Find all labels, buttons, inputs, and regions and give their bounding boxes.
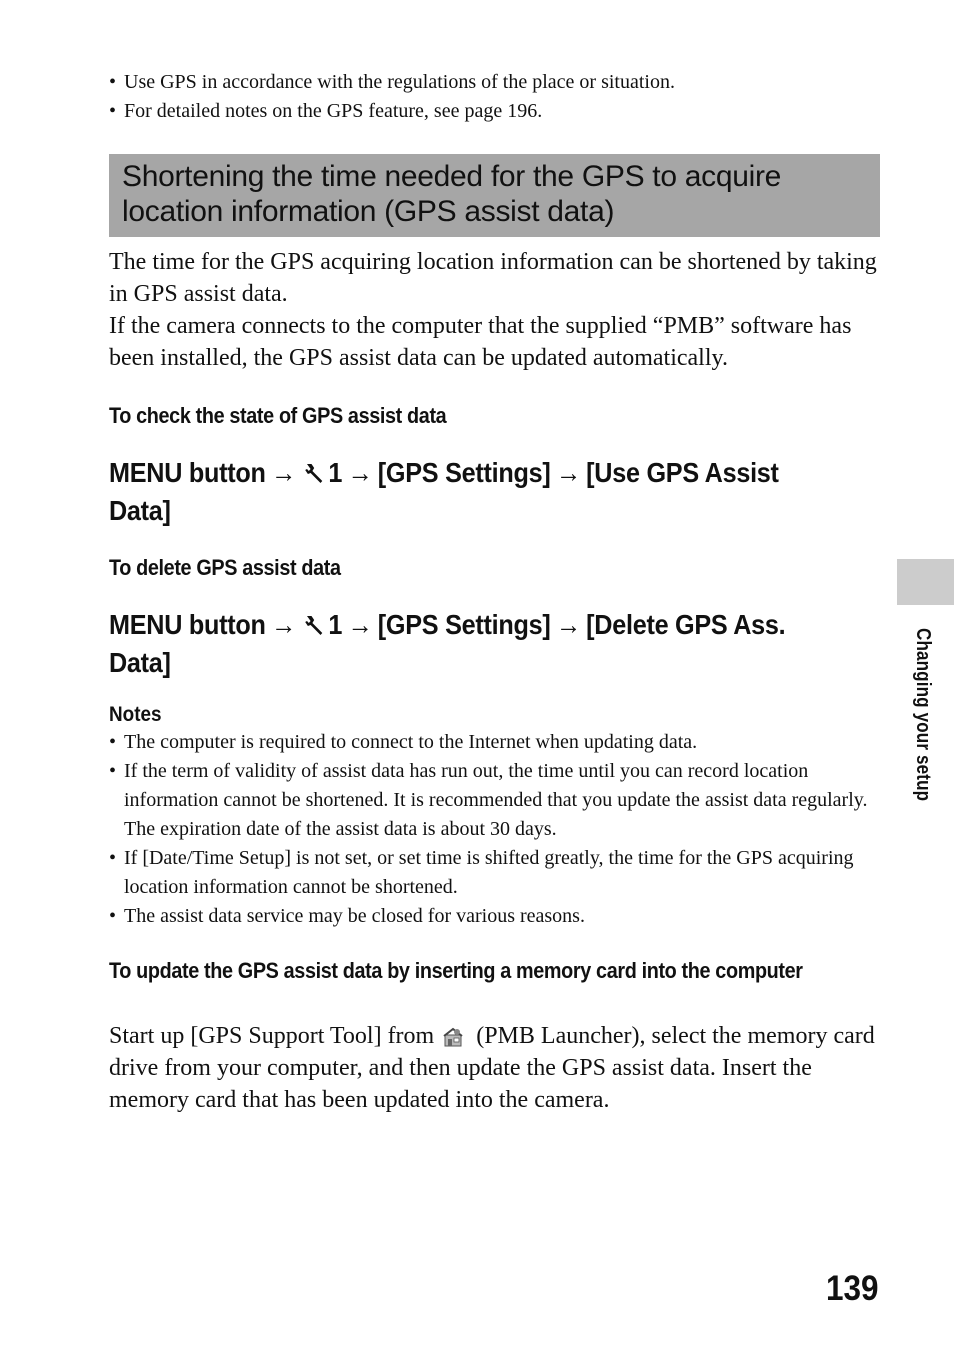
update-body: [109, 1020, 881, 1116]
note-item: • The assist data service may be closed for various reasons.: [109, 902, 869, 931]
bullet-item: • For detailed notes on the GPS feature, see page 196.: [109, 97, 879, 126]
check-heading: To check the state of GPS assist data: [109, 403, 447, 428]
arrow-icon: →: [555, 457, 581, 488]
note-item: • If [Date/Time Setup] is not set, or set time is shifted greatly, the time for the GPS acquiring location information cannot be shortened.: [109, 844, 869, 902]
delete-menu-path: [109, 607, 829, 680]
intro-text: [109, 246, 884, 374]
delete-gps-assist-step: [Delete GPS Ass. Data]: [109, 609, 786, 678]
chapter-side-label-text: Changing your setup: [912, 628, 934, 802]
update-text-start: Start up [GPS Support Tool] from: [109, 1023, 435, 1049]
tab-number: 1: [328, 609, 343, 640]
menu-button-label: MENU button: [109, 609, 266, 640]
wrench-icon: [303, 458, 325, 493]
wrench-icon: [303, 610, 325, 645]
intro-paragraph: If the camera connects to the computer that the supplied “PMB” software has been installed, the GPS assist data can be updated automatically.: [109, 313, 852, 371]
arrow-icon: →: [270, 609, 296, 640]
notes-list: [109, 728, 869, 931]
arrow-icon: →: [270, 457, 296, 488]
section-title-banner: Shortening the time needed for the GPS to acquire location information (GPS assist data): [109, 154, 880, 237]
intro-paragraph: The time for the GPS acquiring location information can be shortened by taking in GPS assist data.: [109, 249, 877, 307]
note-item: • The computer is required to connect to the Internet when updating data.: [109, 728, 869, 757]
tab-number: 1: [328, 457, 343, 488]
page-number: 139: [826, 1269, 879, 1308]
check-menu-path: [109, 455, 829, 528]
arrow-icon: →: [347, 609, 373, 640]
use-gps-assist-step: [Use GPS Assist Data]: [109, 457, 779, 526]
chapter-tab-marker: [897, 559, 954, 605]
top-bullet-list: [109, 68, 879, 126]
note-item: • If the term of validity of assist data has run out, the time until you can record location information cannot be shortened. It is recommended that you update the assist data regularly. The expiration date of the assist data is about 30 days.: [109, 757, 869, 844]
update-text-end: (PMB Launcher), select the memory card drive from your computer, and then update the GPS assist data. Insert the memory card that has been updated into the camera.: [109, 1023, 875, 1113]
update-heading: To update the GPS assist data by inserting a memory card into the computer: [109, 958, 803, 983]
menu-button-label: MENU button: [109, 457, 266, 488]
chapter-side-label: [908, 628, 938, 843]
gps-settings-step: [GPS Settings]: [377, 609, 551, 640]
pmb-launcher-icon: [442, 1025, 466, 1047]
arrow-icon: →: [555, 609, 581, 640]
arrow-icon: →: [347, 457, 373, 488]
notes-title: Notes: [109, 703, 162, 726]
delete-heading: To delete GPS assist data: [109, 555, 341, 580]
bullet-item: • Use GPS in accordance with the regulations of the place or situation.: [109, 68, 879, 97]
gps-settings-step: [GPS Settings]: [377, 457, 551, 488]
